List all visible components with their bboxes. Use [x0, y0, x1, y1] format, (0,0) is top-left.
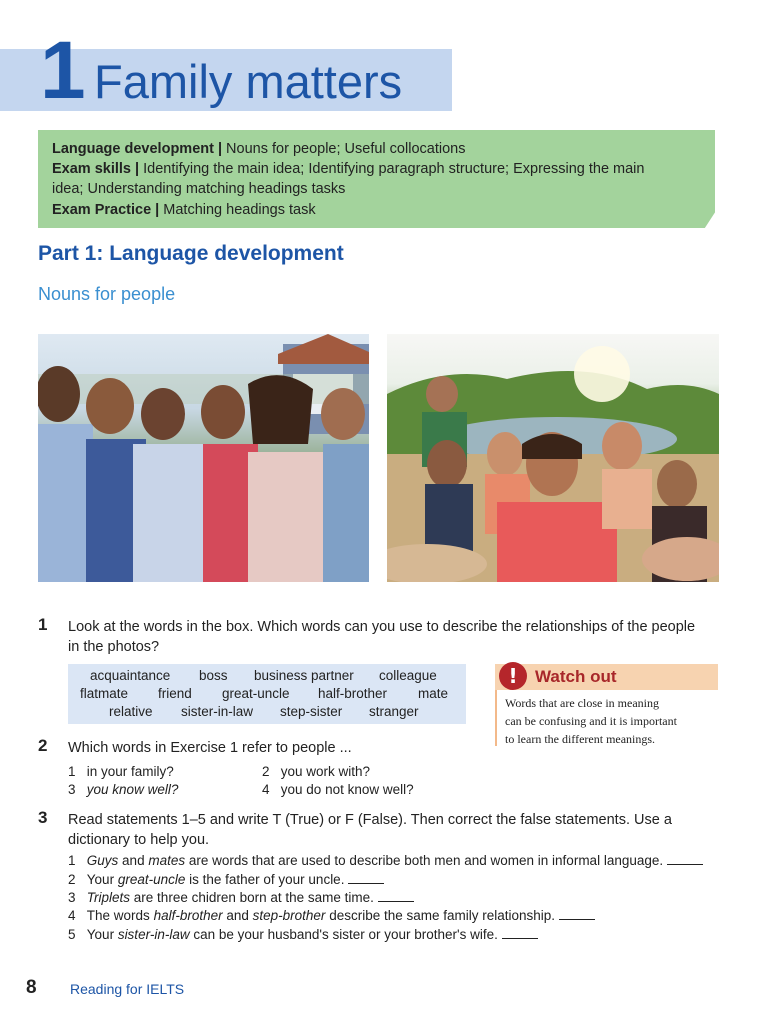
word-item: boss — [199, 668, 228, 683]
watch-out-box — [495, 664, 718, 746]
word-item: colleague — [379, 668, 437, 683]
answer-blank[interactable] — [502, 928, 538, 939]
statement-item: 3 Triplets are three chidren born at the same time. — [68, 890, 414, 905]
exercise-2-item: 3 you know well? — [68, 782, 179, 797]
exercise-1-text: Look at the words in the box. Which words can you use to describe the relationships of the people in the photos? — [68, 619, 696, 655]
word-item: acquaintance — [90, 668, 171, 683]
exercise-2-item: 2 you work with? — [262, 764, 371, 779]
objective-line: Exam skills | Identifying the main idea; Identifying paragraph structure; Expressing the main — [52, 161, 645, 177]
answer-blank[interactable] — [559, 909, 595, 920]
family-photo-left — [38, 334, 369, 582]
answer-blank[interactable] — [348, 873, 384, 884]
unit-title: Family matters — [94, 55, 403, 108]
exercise-2-number: 2 — [38, 736, 48, 755]
word-item: flatmate — [80, 686, 129, 701]
word-item: step-sister — [280, 704, 343, 719]
answer-blank[interactable] — [378, 891, 414, 902]
exercise-2-item: 4 you do not know well? — [262, 782, 414, 797]
objective-line: idea; Understanding matching headings tasks — [52, 181, 346, 197]
statement-item: 4 The words half-brother and step-brother describe the same family relationship. — [68, 908, 595, 923]
watch-out-text: Words that are close in meaning can be confusing and it is important to learn the different meanings. — [505, 696, 677, 746]
watch-out-bar — [495, 690, 497, 746]
word-item: stranger — [369, 704, 419, 719]
exclamation-icon: ! — [499, 662, 527, 690]
statement-item: 2 Your great-uncle is the father of your uncle. — [68, 872, 384, 887]
section-heading: Nouns for people — [38, 284, 176, 304]
exercise-2-text: Which words in Exercise 1 refer to people ... — [68, 740, 352, 756]
exercise-3-text: Read statements 1–5 and write T (True) or F (False). Then correct the false statements. Use a dictionary to help you. — [68, 812, 672, 848]
book-title: Reading for IELTS — [70, 981, 185, 997]
part-heading: Part 1: Language development — [38, 242, 344, 265]
word-item: sister-in-law — [181, 704, 254, 719]
word-item: mate — [418, 686, 449, 701]
word-item: friend — [158, 686, 192, 701]
watch-out-title: Watch out — [535, 667, 617, 686]
answer-blank[interactable] — [667, 854, 703, 865]
unit-number: 1 — [40, 25, 84, 116]
page-number: 8 — [26, 977, 37, 998]
word-box — [68, 664, 466, 724]
objective-line: Exam Practice | Matching headings task — [52, 202, 316, 218]
exercise-3-number: 3 — [38, 808, 48, 827]
word-item: great-uncle — [222, 686, 290, 701]
friends-photo-right — [387, 334, 719, 582]
exercise-2-item: 1 in your family? — [68, 764, 174, 779]
exercise-1-number: 1 — [38, 615, 48, 634]
word-item: half-brother — [318, 686, 388, 701]
statement-item: 1 Guys and mates are words that are used to describe both men and women in informal language. — [68, 853, 703, 868]
word-item: relative — [109, 704, 153, 719]
statement-item: 5 Your sister-in-law can be your husband's sister or your brother's wife. — [68, 927, 538, 942]
objective-line: Language development | Nouns for people; Useful collocations — [52, 141, 466, 157]
word-item: business partner — [254, 668, 354, 683]
